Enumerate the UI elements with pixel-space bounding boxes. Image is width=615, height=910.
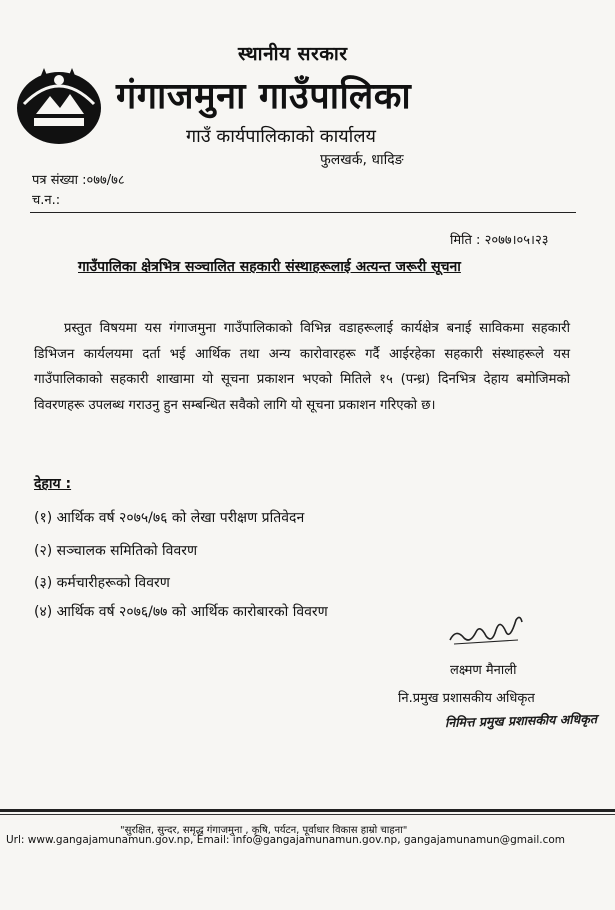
list-item: (१) आर्थिक वर्ष २०७५/७६ को लेखा परीक्षण प्रतिवेदन [34, 510, 305, 526]
notice-subject: गाउँपालिका क्षेत्रभित्र सञ्चालित सहकारी संस्थाहरूलाई अत्यन्त जरूरी सूचना [78, 259, 461, 275]
letter-number: पत्र संख्या :०७७/७८ [32, 173, 125, 188]
list-item: (४) आर्थिक वर्ष २०७६/७७ को आर्थिक कारोबारको विवरण [34, 604, 328, 620]
footer-contact: Url: www.gangajamunamun.gov.np, Email: info@gangajamunamun.gov.np, gangajamunamun@gmail.com [6, 834, 566, 846]
header-local-government: स्थानीय सरकार [238, 43, 348, 65]
list-item: (२) सञ्चालक समितिको विवरण [34, 543, 198, 559]
notice-body: प्रस्तुत विषयमा यस गंगाजमुना गाउँपालिकाको विभिन्न वडाहरूलाई कार्यक्षेत्र बनाई साविकमा सहकारी डिभिजन कार्यलयमा दर्ता भई आर्थिक तथा अन्य कारोवारहरू गर्दै आईरहेका सहकारी संस्थाहरूले यस गाउँपालिकाको सहकारी शाखामा यो सूचना प्रकाशन भएको मितिले १५ (पन्ध्र) दिनभित्र देहाय बमोजिमको विवरणहरू उपलब्ध गराउनु हुन सम्बन्धित सवैको लागि यो सूचना प्रकाशन गरिएको छ। [34, 321, 570, 413]
office-name: गाउँ कार्यपालिकाको कार्यालय [186, 126, 376, 147]
dispatch-number: च.न.: [32, 193, 61, 208]
municipality-name: गंगाजमुना गाउँपालिका [116, 76, 412, 117]
footer-slogan: "सुरक्षित, सुन्दर, समृद्ध गंगाजमुना , कृषि, पर्यटन, पूर्वाधार विकास हाम्रो चाहना" [120, 825, 408, 836]
header-divider [30, 212, 576, 213]
footer-divider-thin [0, 814, 615, 815]
notice-date: मिति : २०७७।०५।२३ [450, 233, 549, 248]
government-emblem [14, 60, 104, 150]
footer-divider [0, 809, 615, 812]
office-address: फुलखर्क, धादिङ [320, 152, 404, 168]
details-heading: देहाय : [34, 476, 72, 492]
signature [446, 610, 526, 650]
signatory-post: नि.प्रमुख प्रशासकीय अधिकृत [398, 691, 535, 706]
signatory-name: लक्ष्मण मैनाली [450, 663, 517, 678]
list-item: (३) कर्मचारीहरूको विवरण [34, 575, 170, 591]
signatory-stamp: निमित्त प्रमुख प्रशासकीय अधिकृत [444, 711, 598, 730]
